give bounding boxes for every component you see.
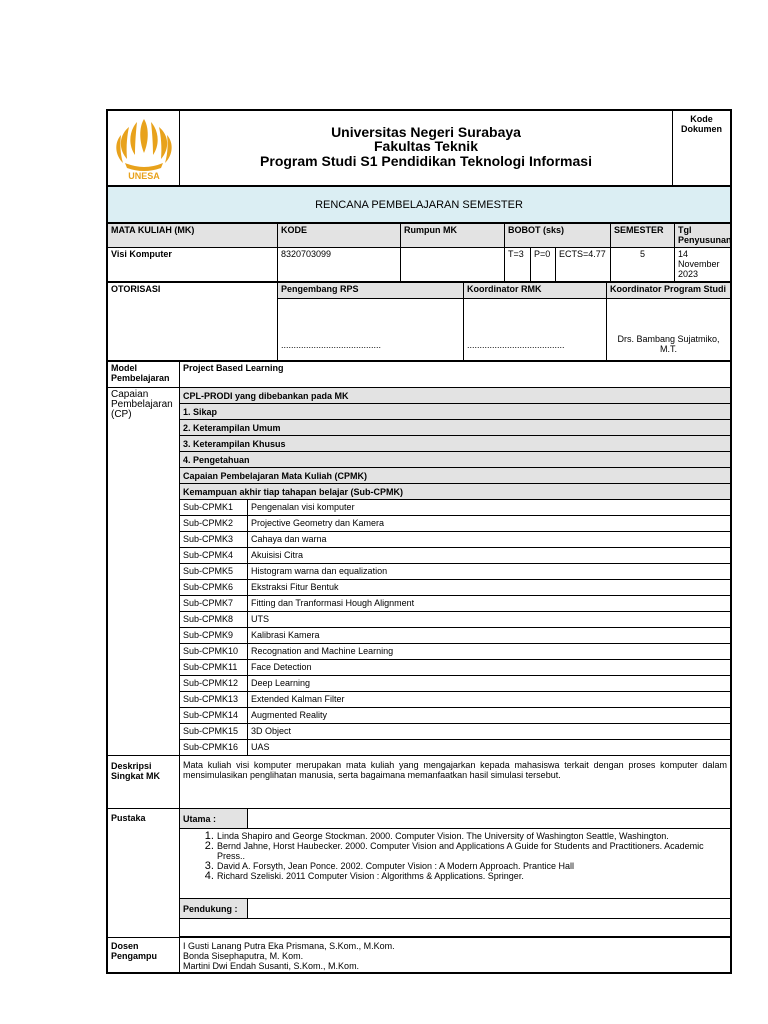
- sub-cpmk-code: Sub-CPMK3: [180, 532, 248, 548]
- pustaka-pendukung: Pendukung :: [180, 899, 248, 919]
- sub-cpmk-row: [108, 644, 731, 660]
- sub-cpmk-row: [108, 612, 731, 628]
- deskripsi-label: Deskripsi Singkat MK: [108, 756, 180, 809]
- sub-cpmk-code: Sub-CPMK10: [180, 644, 248, 660]
- model-label: Model Pembelajaran: [108, 362, 180, 388]
- institution-cell: [180, 111, 673, 186]
- sub-cpmk-code: Sub-CPMK8: [180, 612, 248, 628]
- pustaka-utama: Utama :: [180, 809, 248, 829]
- koordinator-rmk-header: Koordinator RMK: [464, 283, 607, 299]
- koordinator-rmk-sign: .......................................: [464, 299, 607, 361]
- sub-cpmk-desc: Recognation and Machine Learning: [248, 644, 731, 660]
- logo-cell: [108, 111, 180, 186]
- faculty-name: Fakultas Teknik: [373, 138, 478, 154]
- dosen-name: I Gusti Lanang Putra Eka Prismana, S.Kom., M.Kom.: [183, 941, 395, 951]
- sub-cpmk-desc: Akuisisi Citra: [248, 548, 731, 564]
- sub-cpmk-code: Sub-CPMK15: [180, 724, 248, 740]
- bobot-t: T=3: [505, 248, 531, 282]
- koordinator-prodi-header: Koordinator Program Studi: [607, 283, 731, 299]
- university-name: Universitas Negeri Surabaya: [331, 124, 521, 140]
- dosen-label: Dosen Pengampu: [108, 938, 180, 973]
- pustaka-item: 3. David A. Forsyth, Jean Ponce. 2002. Computer Vision : A Modern Approach. Prantice Hall: [217, 861, 727, 871]
- sub-cpmk-desc: Ekstraksi Fitur Bentuk: [248, 580, 731, 596]
- logo-text: UNESA: [127, 171, 160, 181]
- koordinator-prodi-name: Drs. Bambang Sujatmiko, M.T.: [607, 299, 731, 361]
- otorisasi-label: OTORISASI: [108, 283, 278, 361]
- sub-cpmk-desc: Histogram warna dan equalization: [248, 564, 731, 580]
- sub-cpmk-desc: Pengenalan visi komputer: [248, 500, 731, 516]
- cpl-prodi-title: CPL-PRODI yang dibebankan pada MK: [180, 388, 731, 404]
- sub-cpmk-code: Sub-CPMK11: [180, 660, 248, 676]
- sub-cpmk-row: [108, 628, 731, 644]
- semester-value: 5: [611, 248, 675, 282]
- sub-cpmk-code: Sub-CPMK13: [180, 692, 248, 708]
- sub-cpmk-code: Sub-CPMK12: [180, 676, 248, 692]
- pustaka-item: 4. Richard Szeliski. 2011 Computer Vision : Algorithms & Applications. Springer.: [217, 871, 727, 881]
- sub-cpmk-row: [108, 516, 731, 532]
- header-rumpun: Rumpun MK: [401, 224, 505, 248]
- rps-document: [106, 109, 732, 974]
- header-table: [107, 110, 731, 186]
- bobot-ects: ECTS=4.77: [556, 248, 611, 282]
- cp-keterampilan-khusus: 3. Keterampilan Khusus: [180, 436, 731, 452]
- header-semester: SEMESTER: [611, 224, 675, 248]
- header-mk: MATA KULIAH (MK): [108, 224, 278, 248]
- sub-cpmk-desc: Cahaya dan warna: [248, 532, 731, 548]
- sub-cpmk-desc: Kalibrasi Kamera: [248, 628, 731, 644]
- kode-dokumen-cell: [673, 111, 731, 186]
- sub-cpmk-row: [108, 708, 731, 724]
- title-table: [107, 186, 731, 223]
- page-title: RENCANA PEMBELAJARAN SEMESTER: [108, 187, 731, 223]
- sub-cpmk-code: Sub-CPMK4: [180, 548, 248, 564]
- dosen-names: [180, 938, 731, 973]
- pustaka-pendukung-list: [180, 919, 731, 937]
- sub-cpmk-code: Sub-CPMK14: [180, 708, 248, 724]
- pustaka-pendukung-blank: [248, 899, 731, 919]
- mk-rumpun: [401, 248, 505, 282]
- sub-cpmk-row: [108, 500, 731, 516]
- pengembang-header: Pengembang RPS: [278, 283, 464, 299]
- sub-cpmk-code: Sub-CPMK9: [180, 628, 248, 644]
- unesa-logo: [111, 113, 177, 181]
- sub-cpmk-row: [108, 676, 731, 692]
- pustaka-item: 1. Linda Shapiro and George Stockman. 2000. Computer Vision. The University of Washington Seattle, Washington.: [217, 831, 727, 841]
- cp-sikap: 1. Sikap: [180, 404, 731, 420]
- program-name: Program Studi S1 Pendidikan Teknologi Informasi: [260, 153, 592, 169]
- model-value: Project Based Learning: [180, 362, 731, 388]
- pengembang-sign: ........................................: [278, 299, 464, 361]
- sub-cpmk-code: Sub-CPMK5: [180, 564, 248, 580]
- sub-cpmk-row: [108, 692, 731, 708]
- sub-cpmk-row: [108, 548, 731, 564]
- dosen-name: Martini Dwi Endah Susanti, S.Kom., M.Kom.: [183, 961, 360, 971]
- mk-kode: 8320703099: [278, 248, 401, 282]
- pustaka-list: [183, 831, 727, 881]
- deskripsi-text: Mata kuliah visi komputer merupakan mata kuliah yang mengajarkan kepada mahasiswa terkait dengan proses komputer dalam mensimulasikan penglihatan manusia, serta bagaimana memanfaatkan hasil simulasi tersebut.: [180, 756, 731, 809]
- sub-cpmk-row: [108, 532, 731, 548]
- header-bobot: BOBOT (sks): [505, 224, 611, 248]
- tgl-value: 14 November 2023: [675, 248, 731, 282]
- sub-cpmk-row: [108, 580, 731, 596]
- sub-cpmk-code: Sub-CPMK1: [180, 500, 248, 516]
- sub-cpmk-code: Sub-CPMK16: [180, 740, 248, 756]
- bobot-p: P=0: [531, 248, 556, 282]
- cp-keterampilan-umum: 2. Keterampilan Umum: [180, 420, 731, 436]
- dosen-name: Bonda Sisephaputra, M. Kom.: [183, 951, 304, 961]
- sub-cpmk-desc: Deep Learning: [248, 676, 731, 692]
- course-table: [107, 223, 731, 282]
- sub-cpmk-code: Sub-CPMK6: [180, 580, 248, 596]
- sub-cpmk-desc: Projective Geometry dan Kamera: [248, 516, 731, 532]
- sub-cpmk-row: [108, 724, 731, 740]
- sub-cpmk-desc: UTS: [248, 612, 731, 628]
- sub-cpmk-desc: Face Detection: [248, 660, 731, 676]
- kode-dokumen-label: Kode Dokumen: [680, 114, 722, 134]
- header-tgl: Tgl Penyusunan: [675, 224, 731, 248]
- cp-label: Capaian Pembelajaran (CP): [108, 388, 180, 756]
- sub-cpmk-row: [108, 660, 731, 676]
- sub-cpmk-row: [108, 740, 731, 756]
- sub-cpmk-row: [108, 596, 731, 612]
- cp-table: [107, 361, 731, 973]
- sub-cpmk-desc: Augmented Reality: [248, 708, 731, 724]
- pustaka-label: Pustaka: [108, 809, 180, 938]
- pustaka-utama-blank: [248, 809, 731, 829]
- pustaka-item: 2. Bernd Jahne, Horst Haubecker. 2000. Computer Vision and Applications A Guide for Students and Practitioners. Academic Press..: [217, 841, 727, 861]
- sub-cpmk-code: Sub-CPMK7: [180, 596, 248, 612]
- mk-name: Visi Komputer: [108, 248, 278, 282]
- sub-cpmk-row: [108, 564, 731, 580]
- cp-pengetahuan: 4. Pengetahuan: [180, 452, 731, 468]
- header-kode: KODE: [278, 224, 401, 248]
- sub-cpmk-desc: UAS: [248, 740, 731, 756]
- sub-cpmk-desc: 3D Object: [248, 724, 731, 740]
- sub-cpmk-desc: Fitting dan Tranformasi Hough Alignment: [248, 596, 731, 612]
- cpmk-title: Capaian Pembelajaran Mata Kuliah (CPMK): [180, 468, 731, 484]
- otorisasi-table: [107, 282, 731, 361]
- sub-cpmk-code: Sub-CPMK2: [180, 516, 248, 532]
- pustaka-list-cell: [180, 829, 731, 899]
- sub-cpmk-desc: Extended Kalman Filter: [248, 692, 731, 708]
- sub-cpmk-title: Kemampuan akhir tiap tahapan belajar (Sub-CPMK): [180, 484, 731, 500]
